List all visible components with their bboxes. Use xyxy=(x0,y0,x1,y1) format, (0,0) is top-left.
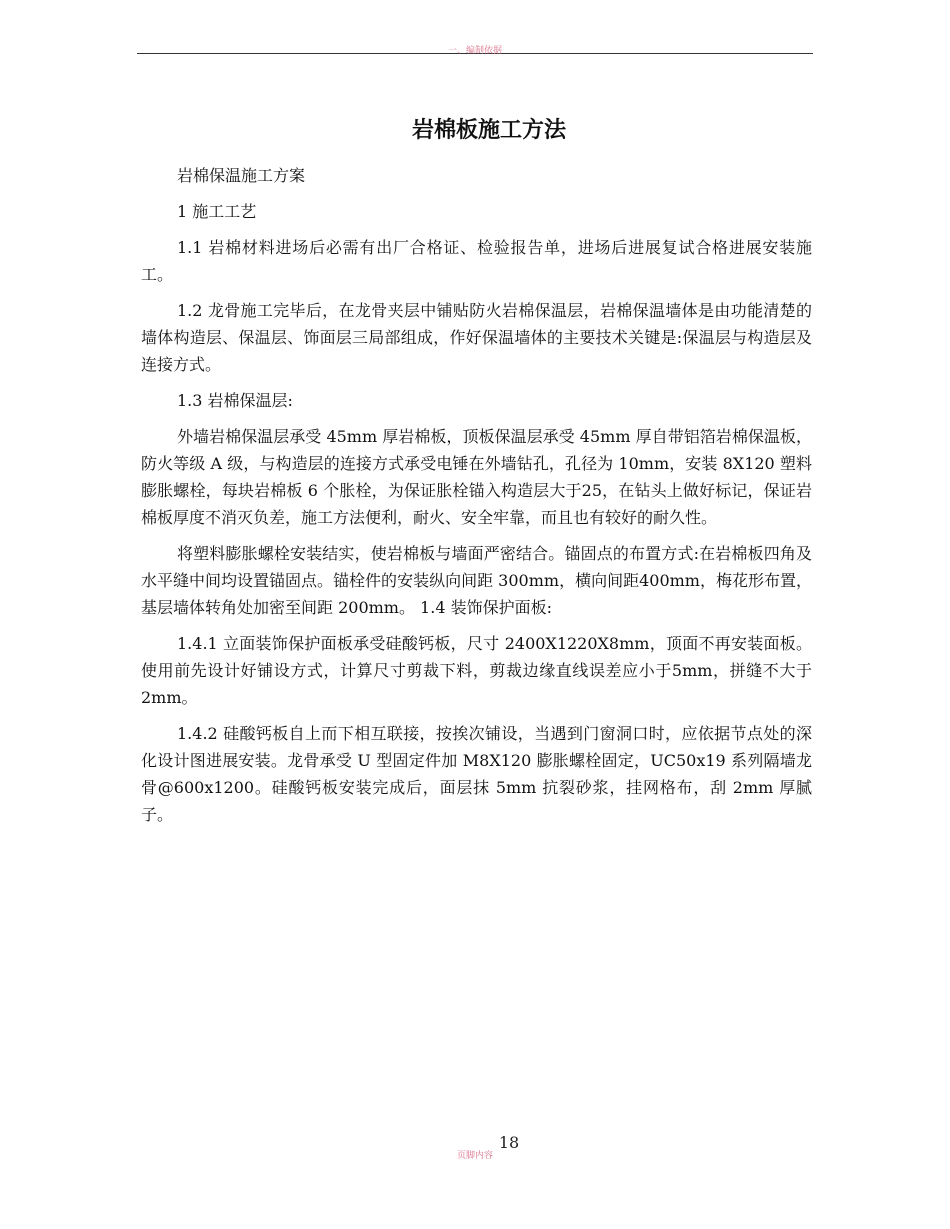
paragraph-1-2: 1.2 龙骨施工完毕后，在龙骨夹层中铺贴防火岩棉保温层，岩棉保温墙体是由功能清楚的墙体构造层、保温层、饰面层三局部组成，作好保温墙体的主要技术关键是:保温层与构造层及连接方式。 xyxy=(141,301,812,374)
document-body xyxy=(141,162,812,837)
paragraph-1-1: 1.1 岩棉材料进场后必需有出厂合格证、检验报告单，进场后进展复试合格进展安装施工。 xyxy=(141,238,812,284)
document-title: 岩棉板施工方法 xyxy=(411,118,566,143)
paragraph-1-4-1: 1.4.1 立面装饰保护面板承受硅酸钙板，尺寸 2400X1220X8mm，顶面不再安装面板。使用前先设计好铺设方式，计算尺寸剪裁下料，剪裁边缘直线误差应小于5mm，拼缝不大于 2mm。 xyxy=(141,634,812,707)
paragraph-plan-name: 岩棉保温施工方案 xyxy=(177,166,306,185)
paragraph-1-4-2: 1.4.2 硅酸钙板自上而下相互联接，按挨次铺设，当遇到门窗洞口时，应依据节点处的深化设计图进展安装。龙骨承受 U 型固定件加 M8X120 膨胀螺栓固定，UC50x19 系列隔墙龙骨@600x1200。硅酸钙板安装完成后，面层抹 5mm 抗裂砂浆，挂网格布，刮 2mm 厚腻子。 xyxy=(141,724,812,824)
footer-text: 页脚内容 xyxy=(456,1151,493,1161)
paragraph-1-3: 1.3 岩棉保温层: xyxy=(177,391,293,410)
paragraph-anchor-bolts: 将塑料膨胀螺栓安装结实，使岩棉板与墙面严密结合。锚固点的布置方式:在岩棉板四角及水平缝中间均设置锚固点。锚栓件的安装纵向间距 300mm，横向间距400mm，梅花形布置，基层墙体转角处加密至间距 200mm。 1.4 装饰保护面板: xyxy=(141,544,812,617)
page-number: 18 xyxy=(498,1133,520,1152)
paragraph-insulation-layer: 外墙岩棉保温层承受 45mm 厚岩棉板，顶板保温层承受 45mm 厚自带铝箔岩棉保温板，防火等级 A 级，与构造层的连接方式承受电锤在外墙钻孔，孔径为 10mm，安装 8X120 塑料膨胀螺栓，每块岩棉板 6 个胀栓，为保证胀栓锚入构造层大于25，在钻头上做好标记，保证岩棉板厚度不消灭负差，施工方法便利，耐火、安全牢靠，而且也有较好的耐久性。 xyxy=(141,427,812,527)
header-text: 一、编制依据 xyxy=(447,46,502,56)
paragraph-section-1: 1 施工工艺 xyxy=(177,202,257,221)
